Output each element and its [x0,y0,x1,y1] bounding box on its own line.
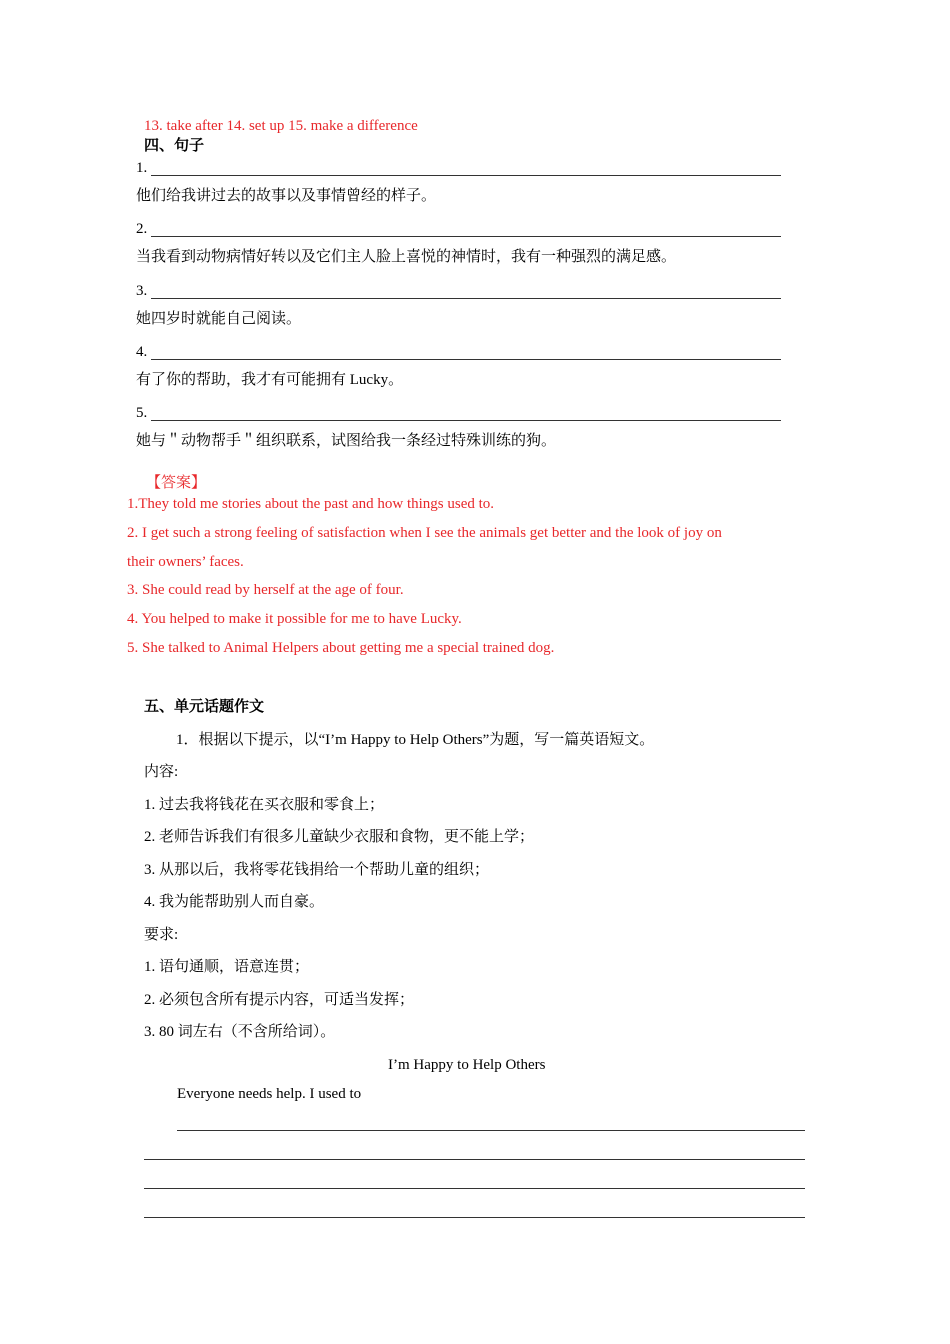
writing-prompt: 1．根据以下提示，以“I’m Happy to Help Others”为题，写一篇英语短文。 [176,732,655,748]
answer-label: 【答案】 [146,475,207,491]
requirements-label: 要求: [144,927,179,943]
sentence-number: 1. [136,160,148,176]
section-5-title: 五、单元话题作文 [144,699,265,715]
content-item-2: 2. 老师告诉我们有很多儿童缺少衣服和食物，更不能上学； [144,829,535,845]
answer-2: 2. I get such a strong feeling of satisfaction when I see the animals get better and the look of joy on [127,525,722,541]
writing-line [144,1159,805,1160]
section-4-title: 四、句子 [144,138,205,154]
answer-3: 3. She could read by herself at the age of four. [127,582,404,598]
essay-start: Everyone needs help. I used to [177,1086,362,1102]
sentence-chinese: 有了你的帮助，我才有可能拥有 Lucky。 [136,372,404,388]
answer-line [151,236,781,237]
answer-4: 4. You helped to make it possible for me to have Lucky. [127,611,462,627]
sentence-number: 5. [136,405,148,421]
sentence-chinese: 他们给我讲过去的故事以及事情曾经的样子。 [136,188,437,204]
answer-line [151,420,781,421]
requirement-item-1: 1. 语句通顺，语意连贯； [144,959,310,975]
answer-line [151,175,781,176]
requirement-item-3: 3. 80 词左右（不含所给词）。 [144,1024,336,1040]
essay-title: I’m Happy to Help Others [388,1057,546,1073]
content-label: 内容: [144,764,179,780]
answer-line [151,298,781,299]
sentence-number: 4. [136,344,148,360]
sentence-chinese: 当我看到动物病情好转以及它们主人脸上喜悦的神情时，我有一种强烈的满足感。 [136,249,677,265]
requirement-item-2: 2. 必须包含所有提示内容，可适当发挥； [144,992,415,1008]
sentence-chinese: 她四岁时就能自己阅读。 [136,311,302,327]
sentence-number: 3. [136,283,148,299]
content-item-1: 1. 过去我将钱花在买衣服和零食上； [144,797,385,813]
answer-1: 1.They told me stories about the past and how things used to. [127,496,495,512]
writing-line [177,1130,805,1131]
answer-2-continued: their owners’ faces. [127,554,244,570]
writing-line [144,1217,805,1218]
sentence-chinese: 她与＂动物帮手＂组织联系，试图给我一条经过特殊训练的狗。 [136,433,557,449]
answer-line [151,359,781,360]
writing-line [144,1188,805,1189]
phrases-answer: 13. take after 14. set up 15. make a difference [144,118,418,134]
sentence-number: 2. [136,221,148,237]
content-item-3: 3. 从那以后，我将零花钱捐给一个帮助儿童的组织； [144,862,490,878]
answer-5: 5. She talked to Animal Helpers about getting me a special trained dog. [127,640,555,656]
content-item-4: 4. 我为能帮助别人而自豪。 [144,894,325,910]
